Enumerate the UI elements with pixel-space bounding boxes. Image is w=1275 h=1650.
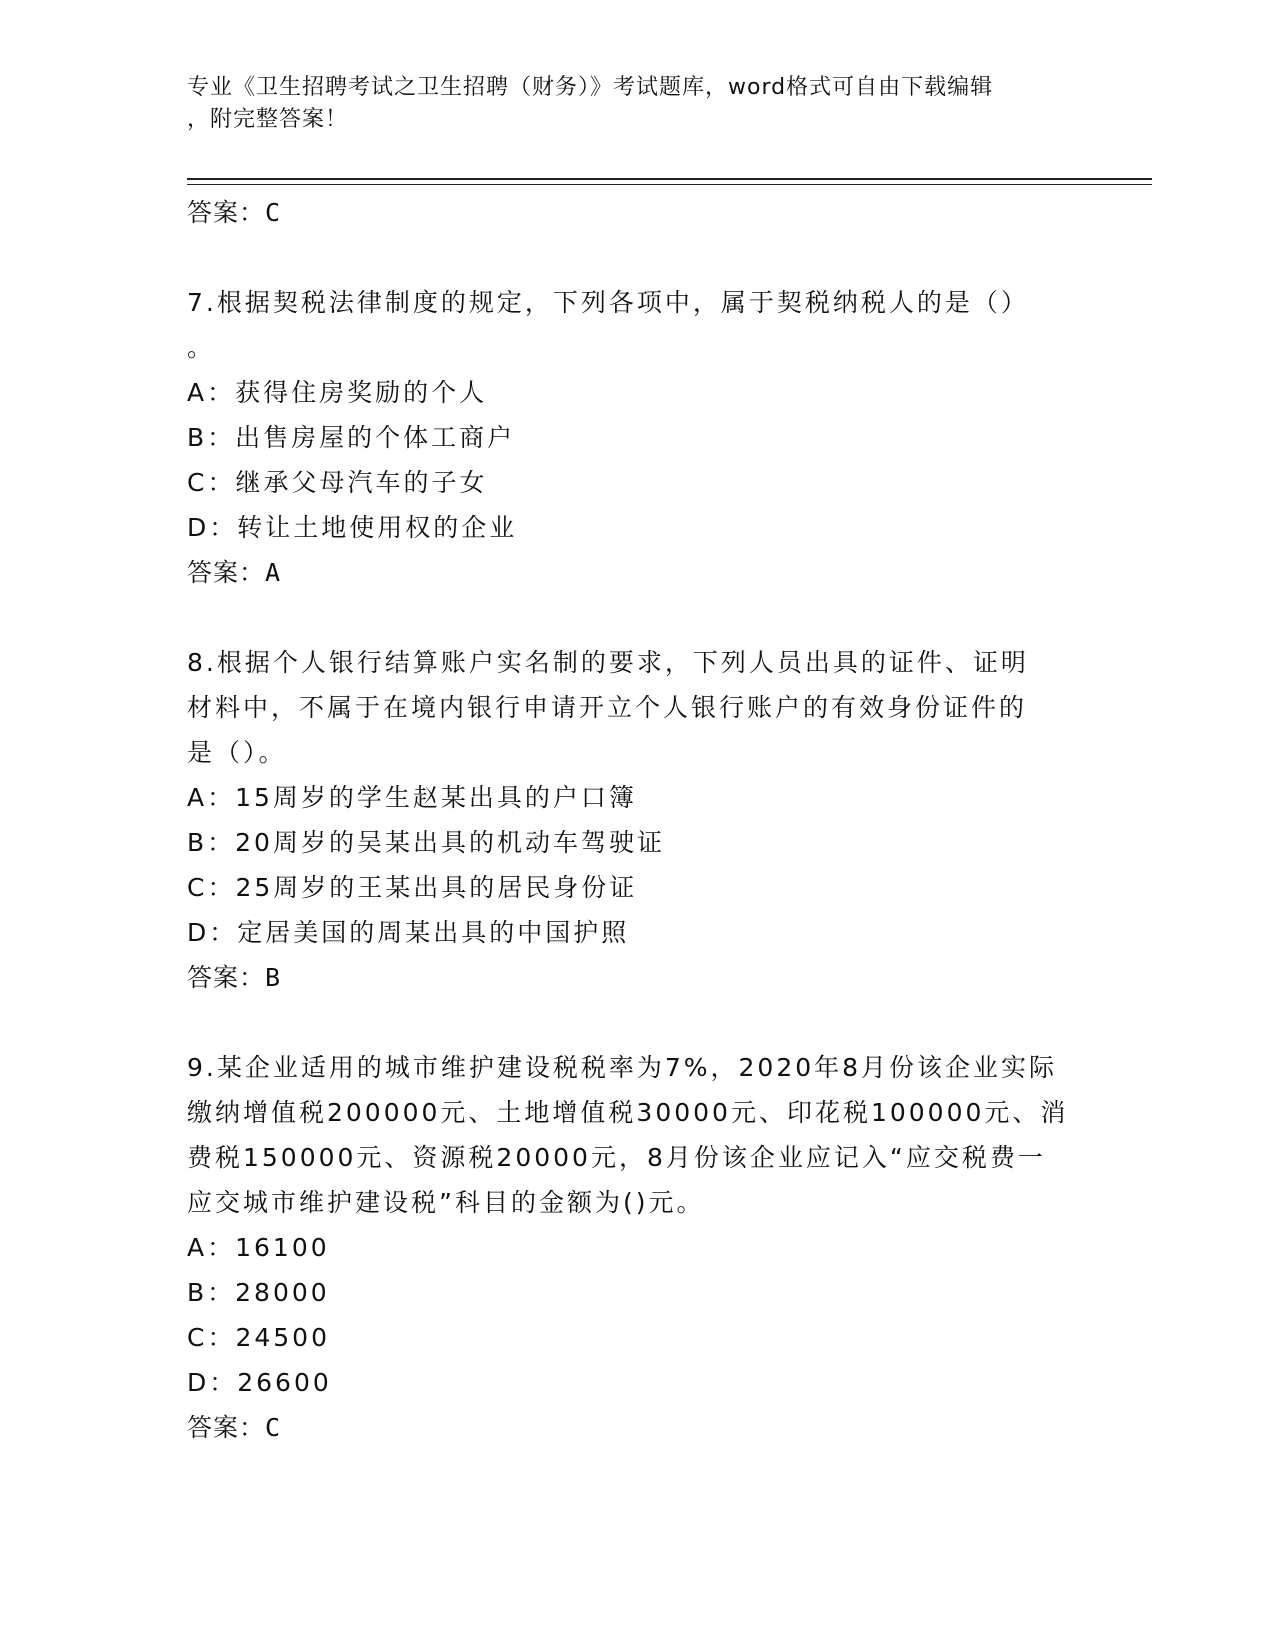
question-stem-line: 缴纳增值税200000元、土地增值税30000元、印花税100000元、消 — [187, 1098, 1069, 1127]
answer — [187, 955, 1087, 1000]
option-d: D：26600 — [187, 1368, 332, 1397]
answer-label: 答案： — [187, 963, 266, 992]
question-8 — [187, 640, 1087, 1000]
option-b: B：出售房屋的个体工商户 — [187, 423, 516, 452]
header-divider-thin — [187, 184, 1152, 185]
option-a: A：15周岁的学生赵某出具的户口簿 — [187, 783, 637, 812]
header-divider-thick — [187, 178, 1152, 180]
question-stem-line: 7.根据契税法律制度的规定，下列各项中，属于契税纳税人的是（） — [187, 288, 1029, 317]
answer-value: C — [265, 198, 282, 227]
question-stem-line: 9.某企业适用的城市维护建设税税率为7%，2020年8月份该企业实际 — [187, 1053, 1058, 1082]
question-list — [187, 190, 1087, 1450]
option-d: D：定居美国的周某出具的中国护照 — [187, 918, 630, 947]
question-9 — [187, 1045, 1087, 1450]
option-c: C：24500 — [187, 1323, 330, 1352]
question-stem-line: 费税150000元、资源税20000元，8月份该企业应记入“应交税费一 — [187, 1143, 1046, 1172]
option-b: B：28000 — [187, 1278, 330, 1307]
document-header — [187, 72, 1067, 136]
question-stem-line: 。 — [187, 333, 216, 362]
answer-label: 答案： — [187, 198, 266, 227]
option-c: C：25周岁的王某出具的居民身份证 — [187, 873, 638, 902]
question-stem-line: 8.根据个人银行结算账户实名制的要求，下列人员出具的证件、证明 — [187, 648, 1029, 677]
question-7 — [187, 280, 1087, 595]
answer-value: C — [265, 1413, 282, 1442]
option-a: A：获得住房奖励的个人 — [187, 378, 488, 407]
header-line-1: 专业《卫生招聘考试之卫生招聘（财务）》考试题库，word格式可自由下载编辑 — [187, 75, 994, 100]
option-a: A：16100 — [187, 1233, 330, 1262]
option-d: D：转让土地使用权的企业 — [187, 513, 518, 542]
answer-value: B — [265, 963, 282, 992]
answer-value: A — [265, 558, 282, 587]
question-stem-line: 应交城市维护建设税”科目的金额为()元。 — [187, 1188, 705, 1217]
answer — [187, 1405, 1087, 1450]
question-stem-line: 是（）。 — [187, 738, 287, 767]
answer-label: 答案： — [187, 1413, 266, 1442]
question-stem-line: 材料中，不属于在境内银行申请开立个人银行账户的有效身份证件的 — [187, 693, 1028, 722]
option-c: C：继承父母汽车的子女 — [187, 468, 488, 497]
answer — [187, 550, 1087, 595]
header-line-2: ，附完整答案！ — [187, 107, 349, 132]
option-b: B：20周岁的吴某出具的机动车驾驶证 — [187, 828, 665, 857]
answer-label: 答案： — [187, 558, 266, 587]
answer-previous — [187, 190, 1087, 235]
